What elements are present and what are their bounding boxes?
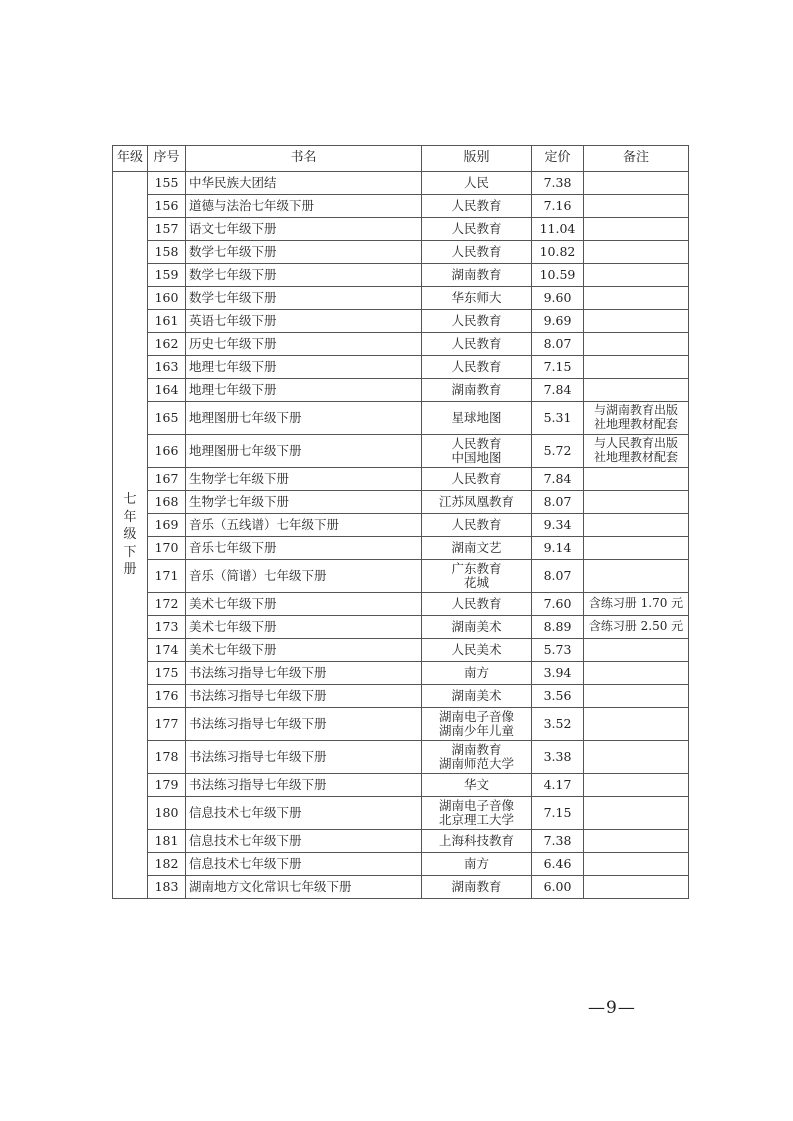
note-cell [584,333,689,356]
version-cell: 星球地图 [422,402,532,435]
note-cell [584,741,689,774]
version-cell: 湖南教育 [422,379,532,402]
note-cell [584,172,689,195]
table-row [113,468,689,491]
seq-cell: 170 [148,537,186,560]
table-row [113,356,689,379]
version-cell: 上海科技教育 [422,830,532,853]
table-row [113,241,689,264]
page-number: —9— [588,998,636,1018]
table-row [113,876,689,899]
seq-cell: 165 [148,402,186,435]
price-cell: 5.73 [532,639,584,662]
seq-cell: 162 [148,333,186,356]
version-cell: 人民美术 [422,639,532,662]
version-cell: 湖南电子音像 湖南少年儿童 [422,708,532,741]
price-cell: 8.07 [532,560,584,593]
price-cell: 7.84 [532,468,584,491]
version-cell: 湖南美术 [422,685,532,708]
price-cell: 10.59 [532,264,584,287]
version-cell: 湖南美术 [422,616,532,639]
version-cell: 人民教育 [422,514,532,537]
price-cell: 8.07 [532,491,584,514]
note-cell [584,853,689,876]
seq-cell: 166 [148,435,186,468]
version-cell: 华文 [422,774,532,797]
price-cell: 7.15 [532,356,584,379]
table-row [113,435,689,468]
version-cell: 人民教育 [422,218,532,241]
seq-cell: 163 [148,356,186,379]
table-row [113,310,689,333]
version-cell: 人民教育 [422,468,532,491]
table-row [113,218,689,241]
table-body [113,172,689,899]
seq-cell: 176 [148,685,186,708]
table-row [113,514,689,537]
version-cell: 南方 [422,662,532,685]
price-cell: 4.17 [532,774,584,797]
table-row [113,774,689,797]
note-cell [584,662,689,685]
note-cell [584,685,689,708]
seq-cell: 181 [148,830,186,853]
title-cell: 英语七年级下册 [186,310,422,333]
table-row [113,708,689,741]
title-cell: 书法练习指导七年级下册 [186,741,422,774]
price-cell: 7.15 [532,797,584,830]
title-cell: 地理图册七年级下册 [186,402,422,435]
table-row [113,333,689,356]
price-cell: 9.69 [532,310,584,333]
note-cell: 含练习册 1.70 元 [584,593,689,616]
seq-cell: 183 [148,876,186,899]
seq-cell: 169 [148,514,186,537]
price-cell: 10.82 [532,241,584,264]
title-cell: 书法练习指导七年级下册 [186,708,422,741]
version-cell: 湖南电子音像 北京理工大学 [422,797,532,830]
price-cell: 3.94 [532,662,584,685]
note-cell [584,774,689,797]
title-cell: 美术七年级下册 [186,639,422,662]
seq-cell: 178 [148,741,186,774]
seq-cell: 156 [148,195,186,218]
note-cell [584,468,689,491]
seq-cell: 172 [148,593,186,616]
table-row [113,797,689,830]
seq-cell: 155 [148,172,186,195]
version-cell: 南方 [422,853,532,876]
version-cell: 人民教育 [422,356,532,379]
header-version: 版别 [422,146,532,172]
title-cell: 音乐（简谱）七年级下册 [186,560,422,593]
title-cell: 地理图册七年级下册 [186,435,422,468]
version-cell: 湖南教育 [422,264,532,287]
note-cell [584,264,689,287]
table-row [113,593,689,616]
title-cell: 道德与法治七年级下册 [186,195,422,218]
version-cell: 湖南文艺 [422,537,532,560]
seq-cell: 168 [148,491,186,514]
header-grade: 年级 [113,146,148,172]
title-cell: 音乐（五线谱）七年级下册 [186,514,422,537]
note-cell [584,639,689,662]
price-cell: 7.60 [532,593,584,616]
note-cell: 含练习册 2.50 元 [584,616,689,639]
seq-cell: 180 [148,797,186,830]
table-row [113,537,689,560]
table-row [113,287,689,310]
version-cell: 人民教育 [422,310,532,333]
table-row [113,172,689,195]
note-cell [584,876,689,899]
price-cell: 5.72 [532,435,584,468]
version-cell: 人民教育 [422,195,532,218]
header-price: 定价 [532,146,584,172]
table-header-row [113,146,689,172]
table-row [113,639,689,662]
table-row [113,264,689,287]
title-cell: 地理七年级下册 [186,356,422,379]
version-cell: 江苏凤凰教育 [422,491,532,514]
price-cell: 7.38 [532,830,584,853]
note-cell [584,797,689,830]
price-cell: 8.07 [532,333,584,356]
seq-cell: 175 [148,662,186,685]
price-cell: 7.38 [532,172,584,195]
note-cell [584,379,689,402]
title-cell: 数学七年级下册 [186,264,422,287]
version-cell: 人民教育 [422,333,532,356]
version-cell: 人民 [422,172,532,195]
price-cell: 7.16 [532,195,584,218]
seq-cell: 164 [148,379,186,402]
price-cell: 7.84 [532,379,584,402]
price-cell: 8.89 [532,616,584,639]
header-title: 书名 [186,146,422,172]
note-cell: 与湖南教育出版 社地理教材配套 [584,402,689,435]
table-row [113,853,689,876]
price-cell: 3.56 [532,685,584,708]
version-cell: 湖南教育 [422,876,532,899]
seq-cell: 158 [148,241,186,264]
note-cell [584,491,689,514]
title-cell: 生物学七年级下册 [186,491,422,514]
version-cell: 人民教育 [422,593,532,616]
price-cell: 5.31 [532,402,584,435]
price-cell: 3.52 [532,708,584,741]
title-cell: 美术七年级下册 [186,616,422,639]
table-row [113,685,689,708]
title-cell: 语文七年级下册 [186,218,422,241]
note-cell [584,830,689,853]
note-cell [584,537,689,560]
version-cell: 人民教育 中国地图 [422,435,532,468]
table-row [113,741,689,774]
title-cell: 书法练习指导七年级下册 [186,685,422,708]
title-cell: 生物学七年级下册 [186,468,422,491]
seq-cell: 174 [148,639,186,662]
table-row [113,616,689,639]
table-row [113,379,689,402]
title-cell: 书法练习指导七年级下册 [186,774,422,797]
title-cell: 信息技术七年级下册 [186,797,422,830]
header-note: 备注 [584,146,689,172]
price-cell: 11.04 [532,218,584,241]
title-cell: 湖南地方文化常识七年级下册 [186,876,422,899]
price-cell: 3.38 [532,741,584,774]
price-cell: 6.46 [532,853,584,876]
table-row [113,560,689,593]
seq-cell: 160 [148,287,186,310]
textbook-table [112,145,689,899]
title-cell: 数学七年级下册 [186,241,422,264]
seq-cell: 161 [148,310,186,333]
note-cell [584,514,689,537]
note-cell [584,356,689,379]
title-cell: 书法练习指导七年级下册 [186,662,422,685]
note-cell [584,708,689,741]
title-cell: 音乐七年级下册 [186,537,422,560]
seq-cell: 182 [148,853,186,876]
title-cell: 数学七年级下册 [186,287,422,310]
price-cell: 9.14 [532,537,584,560]
note-cell: 与人民教育出版 社地理教材配套 [584,435,689,468]
seq-cell: 157 [148,218,186,241]
table-row [113,830,689,853]
note-cell [584,310,689,333]
version-cell: 人民教育 [422,241,532,264]
version-cell: 湖南教育 湖南师范大学 [422,741,532,774]
note-cell [584,241,689,264]
table-row [113,662,689,685]
grade-label: 七年级下册 [123,492,137,578]
header-seq: 序号 [148,146,186,172]
title-cell: 美术七年级下册 [186,593,422,616]
seq-cell: 159 [148,264,186,287]
title-cell: 信息技术七年级下册 [186,853,422,876]
note-cell [584,287,689,310]
seq-cell: 167 [148,468,186,491]
table-row [113,195,689,218]
price-cell: 9.60 [532,287,584,310]
title-cell: 信息技术七年级下册 [186,830,422,853]
table-row [113,402,689,435]
table-row [113,491,689,514]
seq-cell: 173 [148,616,186,639]
seq-cell: 179 [148,774,186,797]
title-cell: 历史七年级下册 [186,333,422,356]
note-cell [584,195,689,218]
seq-cell: 171 [148,560,186,593]
version-cell: 广东教育 花城 [422,560,532,593]
version-cell: 华东师大 [422,287,532,310]
price-cell: 6.00 [532,876,584,899]
note-cell [584,560,689,593]
price-cell: 9.34 [532,514,584,537]
title-cell: 地理七年级下册 [186,379,422,402]
grade-cell [113,172,148,899]
title-cell: 中华民族大团结 [186,172,422,195]
seq-cell: 177 [148,708,186,741]
note-cell [584,218,689,241]
